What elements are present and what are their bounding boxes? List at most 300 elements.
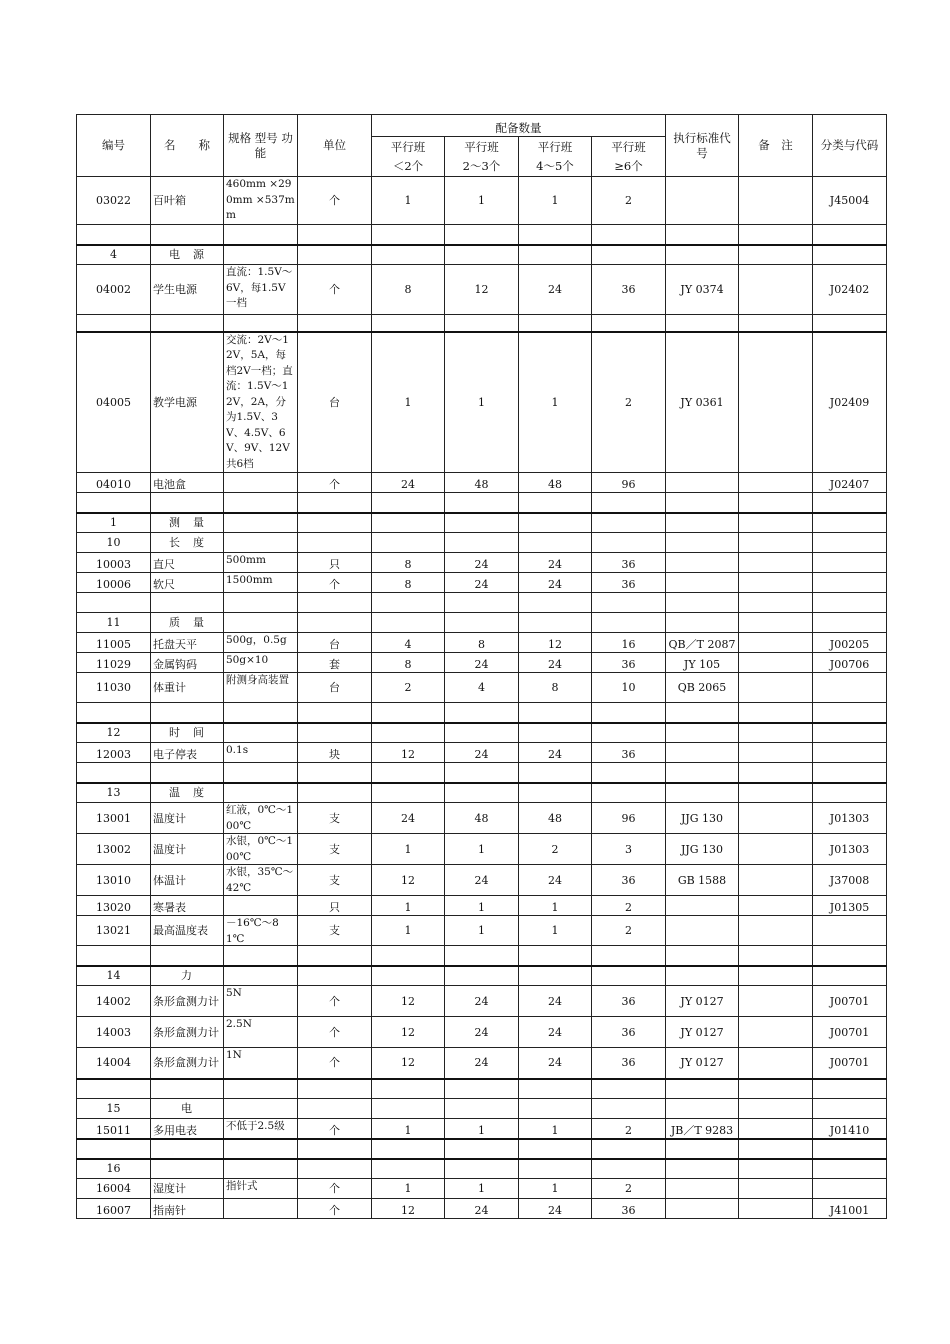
cell-code (77, 633, 151, 653)
cell-unit (298, 1119, 372, 1139)
cell-q1-text: 24 (401, 478, 415, 491)
cell-q2 (445, 865, 519, 896)
cell-q1-text: 12 (401, 994, 415, 1008)
cell-name (151, 966, 224, 986)
cell-q3 (519, 553, 592, 573)
cell-q4-text: 36 (621, 994, 636, 1008)
cell-q3-text: 48 (548, 478, 562, 491)
cell-name-text: 长 度 (169, 536, 205, 549)
cell-name (151, 743, 224, 763)
cell-remark (739, 916, 813, 946)
cell-spec (224, 834, 298, 865)
cell-cat (813, 1048, 887, 1079)
cell-name-text: 条形盒测力计 (153, 1056, 219, 1070)
cell-q3-text: 24 (548, 283, 562, 296)
cell-q1 (372, 245, 445, 265)
cell-name (151, 593, 224, 613)
cell-remark (739, 966, 813, 986)
cell-spec (224, 1199, 298, 1219)
cell-remark (739, 763, 813, 783)
cell-q1 (372, 1099, 445, 1119)
header-spec: 规格 型号 功能 (224, 115, 298, 177)
cell-name-text: 直尺 (153, 558, 175, 571)
cell-name-text: 多用电表 (153, 1123, 197, 1137)
cell-q1 (372, 834, 445, 865)
cell-cat (813, 1017, 887, 1048)
cell-code-text: 13020 (96, 901, 131, 914)
cell-unit-text: 个 (329, 194, 340, 207)
table-row (77, 177, 887, 225)
cell-q2 (445, 966, 519, 986)
cell-spec (224, 1079, 298, 1099)
cell-q4-text: 2 (625, 901, 632, 914)
cell-q2-text: 24 (474, 558, 489, 571)
cell-q1 (372, 1179, 445, 1199)
cell-q3-text: 24 (548, 994, 562, 1008)
table-body (77, 177, 887, 1219)
cell-code-text: 11029 (96, 658, 131, 671)
cell-unit (298, 245, 372, 265)
cell-q4-text: 36 (621, 748, 636, 761)
cell-q3 (519, 673, 592, 703)
cell-q1-text: 8 (404, 658, 412, 671)
cell-q3 (519, 1119, 592, 1139)
cell-spec-text: 2.5N (226, 1018, 252, 1030)
cell-q1 (372, 673, 445, 703)
cell-q4 (592, 1048, 666, 1079)
cell-cat (813, 763, 887, 783)
cell-std (666, 1079, 739, 1099)
cell-name (151, 573, 224, 593)
cell-q1 (372, 703, 445, 723)
cell-q4 (592, 743, 666, 763)
cell-std-text: QB 2065 (677, 681, 727, 694)
table-row (77, 834, 887, 865)
cell-unit (298, 1179, 372, 1199)
cell-name (151, 177, 224, 225)
cell-q2-text: 48 (474, 811, 489, 825)
cell-spec (224, 783, 298, 803)
cell-q3-text: 24 (548, 558, 562, 571)
cell-remark (739, 473, 813, 493)
cell-std (666, 332, 739, 473)
cell-std (666, 783, 739, 803)
cell-cat (813, 834, 887, 865)
cell-q3-text: 24 (548, 578, 562, 591)
cell-q2-text: 1 (478, 395, 485, 409)
cell-spec (224, 573, 298, 593)
cell-q4 (592, 225, 666, 245)
cell-spec (224, 1017, 298, 1048)
cell-name-text: 最高温度表 (153, 924, 208, 937)
cell-name-text: 寒暑表 (153, 901, 186, 914)
cell-q2 (445, 177, 519, 225)
cell-name (151, 1079, 224, 1099)
cell-q1 (372, 986, 445, 1017)
cell-q3 (519, 332, 592, 473)
cell-spec (224, 553, 298, 573)
cell-std (666, 553, 739, 573)
section-row (77, 966, 887, 986)
cell-q3 (519, 315, 592, 332)
cell-q1 (372, 593, 445, 613)
cell-name (151, 553, 224, 573)
cell-q1 (372, 513, 445, 533)
cell-q4 (592, 803, 666, 834)
cell-code-text: 14004 (96, 1056, 131, 1070)
cell-q3-text: 24 (548, 873, 562, 887)
cell-remark (739, 1139, 813, 1159)
cell-spec-text: 1500mm (226, 574, 273, 586)
cell-cat (813, 553, 887, 573)
cell-q1 (372, 1159, 445, 1179)
cell-std-text: QB／T 2087 (668, 638, 736, 651)
cell-cat (813, 473, 887, 493)
cell-name (151, 1179, 224, 1199)
table-row (77, 803, 887, 834)
cell-q1 (372, 803, 445, 834)
cell-q1-text: 12 (401, 1025, 415, 1039)
cell-unit (298, 533, 372, 553)
cell-q2 (445, 723, 519, 743)
cell-code (77, 763, 151, 783)
cell-q1 (372, 783, 445, 803)
cell-q1 (372, 493, 445, 513)
cell-remark (739, 1179, 813, 1199)
cell-name (151, 1099, 224, 1119)
cell-q4 (592, 723, 666, 743)
cell-q3-text: 1 (551, 1123, 559, 1137)
cell-unit-text: 个 (329, 1056, 340, 1070)
cell-q1 (372, 1119, 445, 1139)
cell-code-text: 15 (106, 1102, 121, 1115)
cell-spec (224, 1048, 298, 1079)
section-row (77, 1099, 887, 1119)
cell-spec-text: 交流：2V～12V，5A，每档2V一档；直流：1.5V～12V，2A，分为1.5V、3V、4.5V、6V、9V、12V共6档 (226, 333, 293, 470)
cell-code-text: 13010 (96, 873, 131, 887)
cell-std-text: JB／T 9283 (670, 1123, 734, 1137)
table-row (77, 1017, 887, 1048)
cell-cat-text: J00701 (829, 1056, 870, 1070)
cell-unit (298, 1159, 372, 1179)
cell-cat (813, 653, 887, 673)
cell-spec (224, 986, 298, 1017)
cell-remark (739, 653, 813, 673)
cell-q4 (592, 865, 666, 896)
cell-q1 (372, 723, 445, 743)
cell-code (77, 946, 151, 966)
table-row (77, 653, 887, 673)
cell-code (77, 553, 151, 573)
cell-spec (224, 633, 298, 653)
cell-name-text: 体温计 (153, 873, 186, 887)
cell-std (666, 1048, 739, 1079)
cell-std (666, 803, 739, 834)
cell-q4 (592, 834, 666, 865)
cell-std (666, 743, 739, 763)
cell-spec-text: 不低于2.5级 (226, 1120, 285, 1132)
cell-name-text: 温 度 (169, 786, 205, 800)
cell-q3 (519, 493, 592, 513)
cell-q2-text: 4 (478, 681, 485, 694)
cell-unit-text: 支 (329, 924, 340, 937)
cell-q3 (519, 265, 592, 315)
cell-code-text: 10006 (96, 578, 131, 591)
cell-cat-text: J01303 (829, 842, 870, 856)
cell-cat (813, 966, 887, 986)
cell-q2 (445, 1159, 519, 1179)
cell-name (151, 225, 224, 245)
cell-q4-text: 36 (621, 578, 636, 591)
cell-cat (813, 245, 887, 265)
cell-code (77, 1099, 151, 1119)
cell-cat (813, 743, 887, 763)
cell-q1 (372, 553, 445, 573)
cell-remark (739, 332, 813, 473)
cell-q2-text: 8 (478, 638, 485, 651)
cell-unit (298, 553, 372, 573)
cell-q2 (445, 613, 519, 633)
cell-q1 (372, 743, 445, 763)
cell-cat-text: J37008 (829, 873, 870, 887)
cell-name (151, 916, 224, 946)
cell-q1 (372, 1048, 445, 1079)
cell-code-text: 13 (106, 786, 121, 800)
cell-std-text: GB 1588 (677, 873, 727, 887)
cell-q2-text: 1 (478, 842, 485, 856)
table-row (77, 1048, 887, 1079)
cell-spec (224, 763, 298, 783)
cell-spec (224, 916, 298, 946)
cell-q3-text: 24 (548, 1025, 562, 1039)
cell-q3 (519, 573, 592, 593)
cell-q4 (592, 1199, 666, 1219)
cell-q2 (445, 1099, 519, 1119)
cell-code-text: 12 (106, 726, 121, 740)
cell-unit (298, 946, 372, 966)
cell-q4 (592, 966, 666, 986)
header-code: 编号 (77, 115, 151, 177)
cell-std (666, 653, 739, 673)
cell-spec-text: 50g×10 (226, 654, 269, 666)
cell-q2-text: 48 (474, 478, 489, 491)
cell-std (666, 986, 739, 1017)
cell-remark (739, 1079, 813, 1099)
cell-remark (739, 553, 813, 573)
cell-spec-text: －16℃～81℃ (226, 917, 279, 945)
cell-q2 (445, 986, 519, 1017)
cell-spec (224, 1139, 298, 1159)
cell-cat (813, 613, 887, 633)
cell-q1 (372, 613, 445, 633)
cell-std (666, 633, 739, 653)
cell-spec (224, 593, 298, 613)
cell-name-text: 湿度计 (153, 1182, 186, 1195)
header-standard: 执行标准代号 (666, 115, 739, 177)
section-row (77, 1159, 887, 1179)
cell-q4 (592, 1099, 666, 1119)
cell-spec (224, 225, 298, 245)
cell-q3-text: 24 (548, 658, 562, 671)
blank-row (77, 703, 887, 723)
cell-remark (739, 834, 813, 865)
cell-spec-text: 0.1s (226, 744, 249, 756)
cell-cat (813, 1199, 887, 1219)
cell-cat (813, 593, 887, 613)
cell-cat (813, 916, 887, 946)
cell-q4-text: 36 (621, 658, 636, 671)
cell-name-text: 条形盒测力计 (153, 1025, 219, 1039)
cell-std-text: JY 0127 (680, 1025, 724, 1039)
cell-unit-text: 只 (329, 558, 340, 571)
cell-name (151, 703, 224, 723)
cell-cat-text: J02402 (829, 283, 870, 296)
cell-spec-text: 指针式 (226, 1180, 258, 1192)
cell-cat (813, 1179, 887, 1199)
cell-q1-text: 1 (404, 1123, 412, 1137)
cell-code (77, 986, 151, 1017)
cell-cat (813, 1099, 887, 1119)
cell-q1 (372, 1199, 445, 1219)
cell-q4 (592, 513, 666, 533)
cell-std (666, 673, 739, 703)
cell-name (151, 1119, 224, 1139)
cell-q4 (592, 763, 666, 783)
cell-code (77, 573, 151, 593)
cell-q3-text: 48 (548, 811, 562, 825)
cell-cat (813, 225, 887, 245)
cell-q3 (519, 723, 592, 743)
cell-spec-text: 水银，0℃～100℃ (226, 835, 294, 863)
cell-q1-text: 1 (404, 194, 412, 207)
cell-q3 (519, 225, 592, 245)
cell-remark (739, 177, 813, 225)
cell-spec (224, 332, 298, 473)
cell-q1-text: 1 (404, 842, 412, 856)
cell-code-text: 16 (106, 1162, 121, 1176)
cell-q4 (592, 896, 666, 916)
cell-q4-text: 36 (621, 1056, 636, 1070)
cell-cat (813, 177, 887, 225)
cell-name-text: 百叶箱 (153, 194, 186, 207)
cell-code-text: 13001 (96, 811, 131, 825)
cell-remark (739, 1159, 813, 1179)
cell-cat (813, 493, 887, 513)
cell-name (151, 245, 224, 265)
cell-q2 (445, 573, 519, 593)
cell-q3-text: 1 (551, 1182, 559, 1195)
header-qty-col: 平行班 ＜2个 (372, 137, 445, 177)
cell-name (151, 1159, 224, 1179)
cell-q1 (372, 573, 445, 593)
cell-name (151, 1048, 224, 1079)
cell-unit-text: 只 (329, 901, 340, 914)
cell-code (77, 493, 151, 513)
cell-name (151, 763, 224, 783)
cell-spec-text: 500g，0.5g (226, 634, 287, 646)
cell-q1 (372, 177, 445, 225)
cell-q2-text: 1 (478, 1123, 485, 1137)
cell-q3 (519, 783, 592, 803)
cell-q2 (445, 703, 519, 723)
cell-q3-text: 24 (548, 1204, 562, 1217)
cell-unit (298, 493, 372, 513)
cell-std (666, 613, 739, 633)
cell-cat-text: J00701 (829, 1025, 870, 1039)
cell-unit (298, 1099, 372, 1119)
cell-q2 (445, 553, 519, 573)
cell-remark (739, 613, 813, 633)
cell-unit (298, 916, 372, 946)
cell-spec (224, 703, 298, 723)
cell-code-text: 14002 (96, 994, 131, 1008)
cell-code-text: 14 (106, 969, 121, 983)
cell-std (666, 265, 739, 315)
cell-q2 (445, 265, 519, 315)
cell-cat (813, 573, 887, 593)
cell-q4-text: 10 (621, 681, 636, 694)
cell-unit (298, 966, 372, 986)
cell-q1-text: 8 (404, 558, 412, 571)
cell-name-text: 学生电源 (153, 283, 197, 296)
cell-q2 (445, 916, 519, 946)
cell-q2 (445, 1119, 519, 1139)
table-row (77, 553, 887, 573)
cell-std (666, 573, 739, 593)
cell-spec (224, 966, 298, 986)
cell-name (151, 533, 224, 553)
cell-code (77, 613, 151, 633)
cell-q2-text: 24 (474, 994, 489, 1008)
cell-q3 (519, 916, 592, 946)
cell-q3 (519, 1159, 592, 1179)
cell-q1 (372, 473, 445, 493)
cell-q3 (519, 896, 592, 916)
cell-unit (298, 513, 372, 533)
cell-q2 (445, 834, 519, 865)
table-row (77, 265, 887, 315)
cell-code (77, 703, 151, 723)
cell-name (151, 332, 224, 473)
header-category: 分类与代码 (813, 115, 887, 177)
cell-q4 (592, 315, 666, 332)
cell-std (666, 225, 739, 245)
cell-name-text: 质 量 (169, 616, 205, 629)
cell-code (77, 1079, 151, 1099)
cell-unit-text: 个 (329, 578, 340, 591)
cell-remark (739, 513, 813, 533)
cell-cat (813, 533, 887, 553)
cell-name (151, 633, 224, 653)
cell-q4 (592, 633, 666, 653)
cell-std (666, 763, 739, 783)
cell-q1-text: 2 (404, 681, 412, 694)
cell-q1 (372, 1139, 445, 1159)
cell-code (77, 803, 151, 834)
cell-spec (224, 613, 298, 633)
cell-unit (298, 225, 372, 245)
table-row (77, 673, 887, 703)
cell-std (666, 177, 739, 225)
cell-q4 (592, 533, 666, 553)
cell-std-text: JY 105 (683, 658, 721, 671)
cell-q2 (445, 1179, 519, 1199)
cell-cat (813, 896, 887, 916)
cell-remark (739, 573, 813, 593)
cell-q2-text: 1 (478, 901, 485, 914)
cell-std (666, 1017, 739, 1048)
cell-remark (739, 1048, 813, 1079)
